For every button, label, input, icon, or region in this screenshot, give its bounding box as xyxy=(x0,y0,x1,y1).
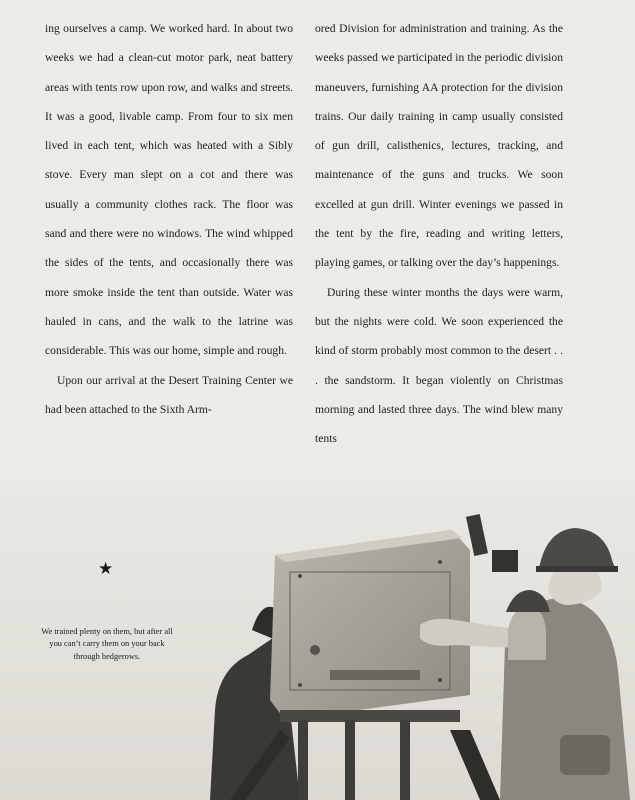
right-text-column xyxy=(315,14,563,453)
star-icon: ★ xyxy=(98,559,114,578)
left-paragraph-1: ing ourselves a camp. We worked hard. In about two weeks we had a clean-cut motor park, neat battery areas with tents row upon row, and walks and streets. It was a good, livable camp. From four to six men lived in each tent, which was heated with a Sibly stove. Every man slept on a cot and there was usually a community clothes rack. The floor was sand and there were no windows. The wind whipped the sides of the tents, and occasionally there was more smoke inside the tent than outside. Water was hauled in cans, and the walk to the latrine was considerable. This was our home, simple and rough. xyxy=(45,22,293,358)
left-paragraph-2: Upon our arrival at the Desert Training Center we had been attached to the Sixth Arm- xyxy=(45,373,293,416)
right-paragraph-1: ored Division for administration and training. As the weeks passed we participated in the periodic division maneuvers, furnishing AA protection for the division trains. Our daily training in camp usually consisted of gun drill, calisthenics, lectures, tracking, and maintenance of the guns and trucks. We soon excelled at gun drill. Winter evenings we passed in the tent by the fire, reading and writing letters, playing games, or talking over the day’s happenings. xyxy=(315,22,563,270)
photo-caption: We trained plenty on them, but after all you can’t carry them on your back through hedgerows. xyxy=(41,627,173,661)
right-paragraph-2: During these winter months the days were warm, but the nights were cold. We soon experienced the kind of storm probably most common to the desert . . . the sandstorm. It began violently on Christmas morning and lasted three days. The wind blew many tents xyxy=(315,285,563,446)
left-text-column xyxy=(45,14,293,424)
